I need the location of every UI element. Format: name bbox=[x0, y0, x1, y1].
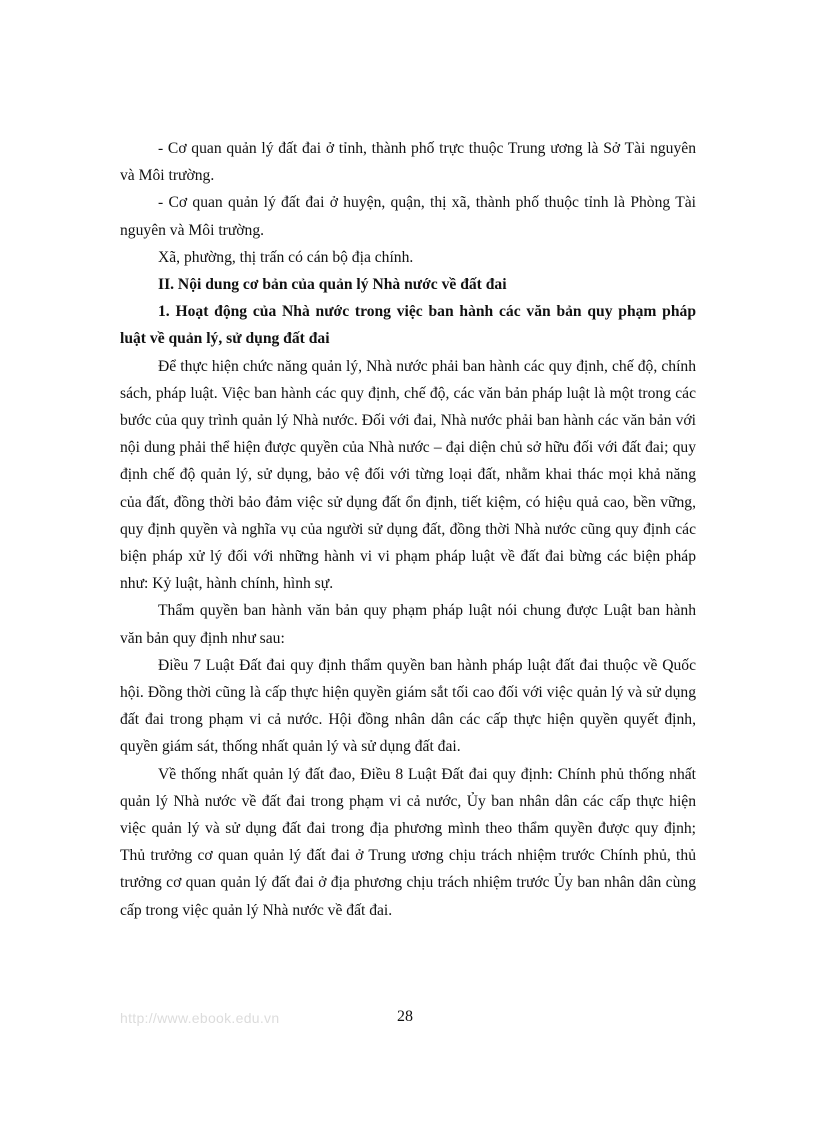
paragraph: Thẩm quyền ban hành văn bản quy phạm pháp luật nói chung được Luật ban hành văn bản quy định như sau: bbox=[120, 602, 696, 647]
footer-watermark-url: http://www.ebook.edu.vn bbox=[120, 1010, 280, 1026]
paragraph: Về thống nhất quản lý đất đao, Điều 8 Luật Đất đai quy định: Chính phủ thống nhất quản lý Nhà nước về đất đai trong phạm vi cả nước, Ủy ban nhân dân các cấp thực hiện việc quản lý và sử dụng đất đai trong địa phương mình theo thẩm quyền được quy định; Thủ trưởng cơ quan quản lý đất đai ở Trung ương chịu trách nhiệm trước Chính phủ, thủ trưởng cơ quan quản lý đất đai ở địa phương chịu trách nhiệm trước Ủy ban nhân dân cùng cấp trong việc quản lý Nhà nước về đất đai. bbox=[120, 765, 696, 919]
page-body bbox=[120, 135, 696, 924]
paragraph: Điều 7 Luật Đất đai quy định thẩm quyền ban hành pháp luật đất đai thuộc về Quốc hội. Đồng thời cũng là cấp thực hiện quyền giám sắt tối cao đối với việc quản lý và sử dụng đất đai trong phạm vi cả nước. Hội đồng nhân dân các cấp thực hiện quyền quyết định, quyền giám sát, thống nhất quản lý và sử dụng đất đai. bbox=[120, 656, 696, 756]
paragraph: - Cơ quan quản lý đất đai ở tỉnh, thành phố trực thuộc Trung ương là Sở Tài nguyên và Môi trường. bbox=[120, 140, 696, 185]
section-heading: II. Nội dung cơ bản của quản lý Nhà nước về đất đai bbox=[158, 276, 507, 294]
paragraph: Để thực hiện chức năng quản lý, Nhà nước phải ban hành các quy định, chế độ, chính sách, pháp luật. Việc ban hành các quy định, chế độ, các văn bản pháp luật là một trong các bước của quy trình quản lý Nhà nước. Đối với đai, Nhà nước phải ban hành các văn bản với nội dung phải thể hiện được quyền của Nhà nước – đại diện chủ sở hữu đối với đất đai; quy định chế độ quản lý, sử dụng, bảo vệ đối với từng loại đất, nhằm khai thác mọi khả năng của đất, đồng thời bảo đảm việc sử dụng đất ổn định, tiết kiệm, có hiệu quả cao, bền vững, quy định quyền và nghĩa vụ của người sử dụng đất, đồng thời Nhà nước cũng quy định các biện pháp xử lý đối với những hành vi vi phạm pháp luật về đất đai bừng các biện pháp như: Kỷ luật, hành chính, hình sự. bbox=[120, 357, 696, 593]
subsection-heading: 1. Hoạt động của Nhà nước trong việc ban hành các văn bản quy phạm pháp luật về quản lý, sử dụng đất đai bbox=[120, 303, 696, 348]
page-number: 28 bbox=[397, 1008, 413, 1025]
paragraph: - Cơ quan quản lý đất đai ở huyện, quận, thị xã, thành phố thuộc tỉnh là Phòng Tài nguyên và Môi trường. bbox=[120, 194, 696, 239]
paragraph: Xã, phường, thị trấn có cán bộ địa chính. bbox=[158, 248, 414, 266]
